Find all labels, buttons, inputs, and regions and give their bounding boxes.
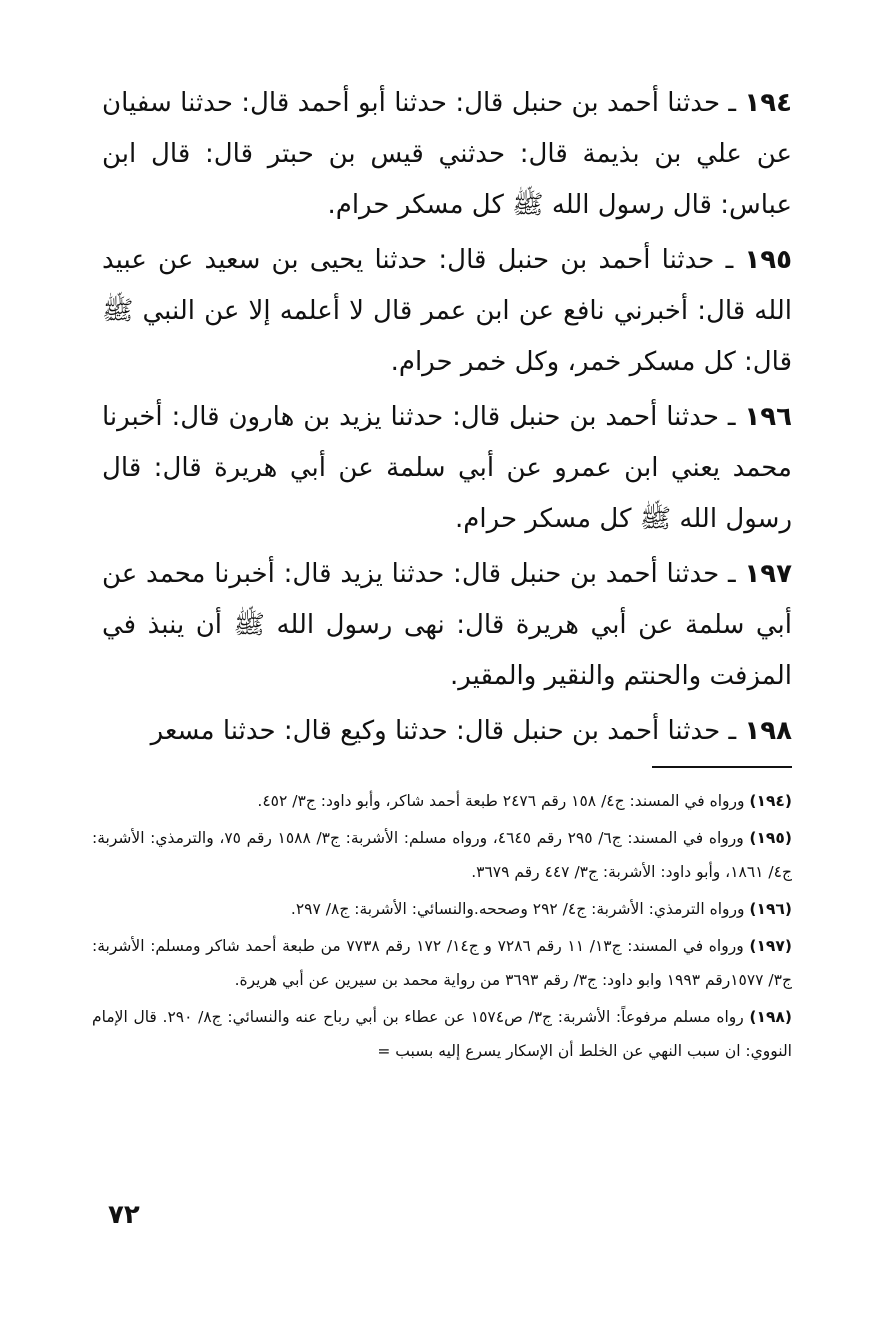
footnote-194 <box>92 784 792 818</box>
hadith-number: ١٩٥ <box>744 245 793 275</box>
hadith-text: ـ حدثنا أحمد بن حنبل قال: حدثنا يزيد قال: أخبرنا محمد عن أبي سلمة عن أبي هريرة قال: نهى رسول الله ﷺ أن ينبذ في المزفت والحنتم والنقير والمقير. <box>102 559 792 691</box>
hadith-194 <box>102 78 792 231</box>
footnote-text: رواه مسلم مرفوعاً: الأشربة: ج٣/ ص١٥٧٤ عن عطاء بن أبي رباح عنه والنسائي: ج٨/ ٢٩٠. قال الإمام النووي: ان سبب النهي عن الخلط أن الإسكار يسرع إليه بسبب = <box>92 1008 792 1060</box>
hadith-text: ـ حدثنا أحمد بن حنبل قال: حدثنا أبو أحمد قال: حدثنا سفيان عن علي بن بذيمة قال: حدثني قيس بن حبتر قال: قال ابن عباس: قال رسول الله ﷺ كل مسكر حرام. <box>102 88 792 220</box>
footnote-number: (١٩٥) <box>749 829 792 847</box>
hadith-197 <box>102 549 792 702</box>
main-text <box>102 78 792 761</box>
footnote-separator <box>652 766 792 768</box>
hadith-text: ـ حدثنا أحمد بن حنبل قال: حدثنا يزيد بن هارون قال: أخبرنا محمد يعني ابن عمرو عن أبي سلمة عن أبي هريرة قال: قال رسول الله ﷺ كل مسكر حرام. <box>102 402 792 534</box>
footnote-number: (١٩٦) <box>749 900 792 918</box>
footnote-195 <box>92 821 792 889</box>
hadith-number: ١٩٧ <box>744 559 793 589</box>
hadith-text: ـ حدثنا أحمد بن حنبل قال: حدثنا وكيع قال: حدثنا مسعر <box>150 716 737 746</box>
hadith-number: ١٩٦ <box>744 402 793 432</box>
hadith-text: ـ حدثنا أحمد بن حنبل قال: حدثنا يحيى بن سعيد عن عبيد الله قال: أخبرني نافع عن ابن عمر قال لا أعلمه إلا عن النبي ﷺ قال: كل مسكر خمر، وكل خمر حرام. <box>102 245 792 377</box>
footnote-number: (١٩٨) <box>749 1008 792 1026</box>
hadith-number: ١٩٤ <box>744 88 792 118</box>
footnote-number: (١٩٤) <box>749 792 792 810</box>
footnote-number: (١٩٧) <box>749 937 792 955</box>
footnote-196 <box>92 892 792 926</box>
footnote-text: ورواه في المسند: ج١٣/ ١١ رقم ٧٢٨٦ و ج١٤/ ١٧٢ رقم ٧٧٣٨ من طبعة أحمد شاكر ومسلم: الأشربة: ج٣/ ١٥٧٧رقم ١٩٩٣ وابو داود: ج٣/ رقم ٣٦٩٣ من رواية محمد بن سيرين عن أبي هريرة. <box>92 937 792 989</box>
footnote-198 <box>92 1000 792 1068</box>
footnote-text: ورواه الترمذي: الأشربة: ج٤/ ٢٩٢ وصححه.والنسائي: الأشربة: ج٨/ ٢٩٧. <box>290 900 745 918</box>
footnote-text: ورواه في المسند: ج٤/ ١٥٨ رقم ٢٤٧٦ طبعة أحمد شاكر، وأبو داود: ج٣/ ٤٥٢. <box>257 792 745 810</box>
footnote-text: ورواه في المسند: ج٦/ ٢٩٥ رقم ٤٦٤٥، ورواه مسلم: الأشربة: ج٣/ ١٥٨٨ رقم ٧٥، والترمذي: الأشربة: ج٤/ ١٨٦١، وأبو داود: الأشربة: ج٣/ ٤٤٧ رقم ٣٦٧٩. <box>92 829 792 881</box>
hadith-195 <box>102 235 792 388</box>
hadith-198 <box>102 706 792 757</box>
footnotes <box>92 784 792 1071</box>
hadith-number: ١٩٨ <box>744 716 792 746</box>
page-number: ٧٢ <box>108 1200 140 1230</box>
hadith-196 <box>102 392 792 545</box>
footnote-197 <box>92 929 792 997</box>
